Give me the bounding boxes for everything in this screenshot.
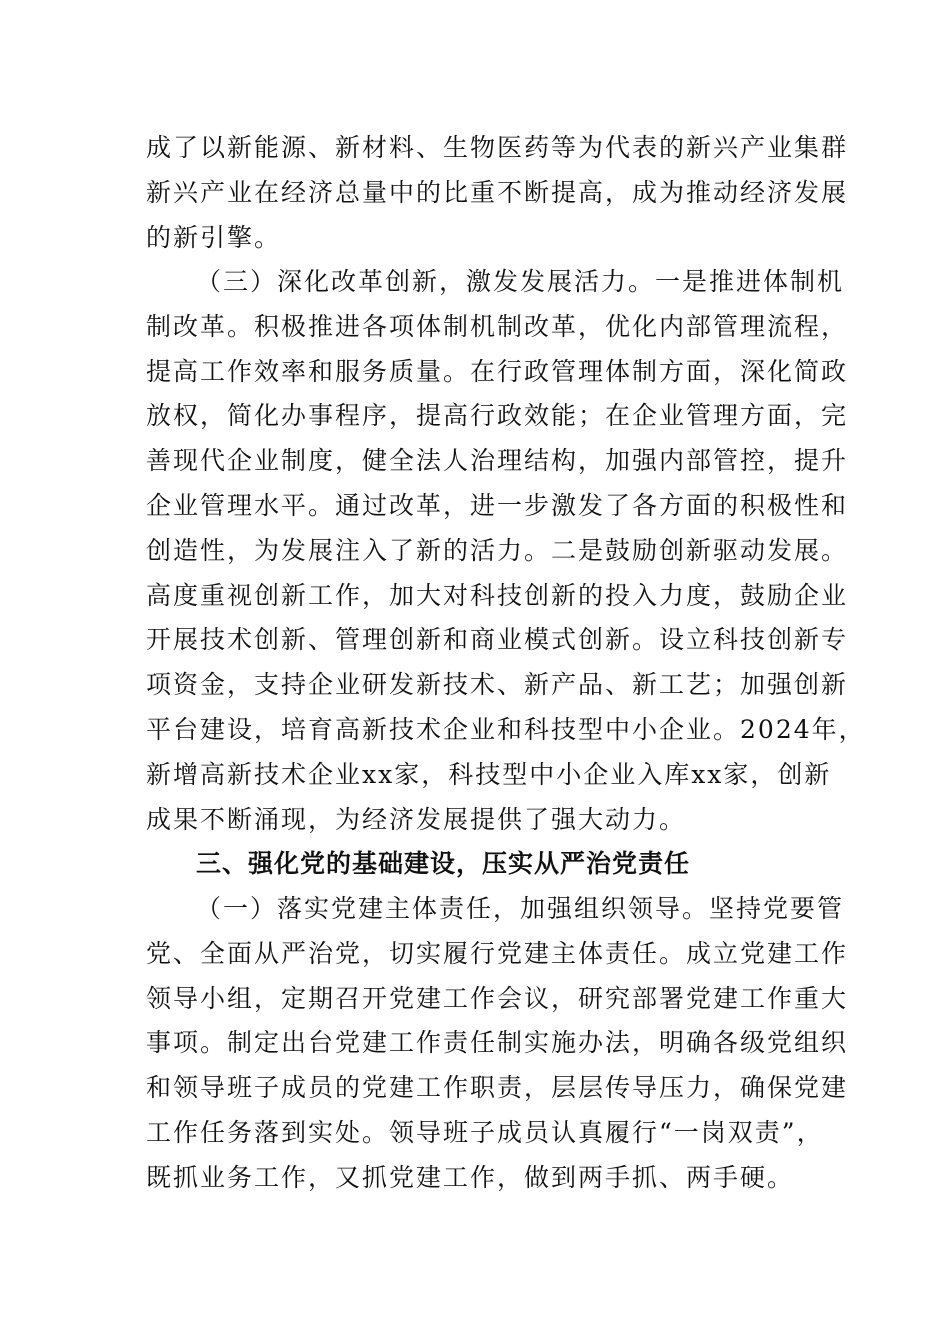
paragraph-line: 成果不断涌现，为经济发展提供了强大动力。 [146, 805, 687, 834]
paragraph-line: 创造性，为发展注入了新的活力。二是鼓励创新驱动发展。 [146, 536, 849, 565]
paragraph-line: 工作任务落到实处。领导班子成员认真履行“一岗双责”， [146, 1118, 824, 1147]
paragraph-line: 的新引擎。 [146, 223, 282, 252]
paragraph-line: （一）落实党建主体责任，加强组织领导。坚持党要管 [196, 894, 845, 923]
paragraph-line: 领导小组，定期召开党建工作会议，研究部署党建工作重大 [146, 984, 849, 1013]
paragraph-line: 既抓业务工作，又抓党建工作，做到两手抓、两手硬。 [146, 1163, 795, 1192]
paragraph-line: 善现代企业制度，健全法人治理结构，加强内部管控，提升 [146, 446, 849, 475]
paragraph-line: 成了以新能源、新材料、生物医药等为代表的新兴产业集群 [146, 133, 849, 162]
paragraph-line: 项资金，支持企业研发新技术、新产品、新工艺；加强创新 [146, 670, 849, 699]
paragraph-line: 提高工作效率和服务质量。在行政管理体制方面，深化简政 [146, 357, 849, 386]
paragraph-line: 放权，简化办事程序，提高行政效能；在企业管理方面，完 [146, 401, 849, 430]
section-heading: 三、强化党的基础建设，压实从严治党责任 [196, 849, 691, 878]
paragraph-line: 和领导班子成员的党建工作职责，层层传导压力，确保党建 [146, 1073, 849, 1102]
paragraph-line: 新兴产业在经济总量中的比重不断提高，成为推动经济发展 [146, 178, 849, 207]
paragraph-line: 开展技术创新、管理创新和商业模式创新。设立科技创新专 [146, 625, 849, 654]
paragraph-line: 高度重视创新工作，加大对科技创新的投入力度，鼓励企业 [146, 581, 849, 610]
paragraph-line: 制改革。积极推进各项体制机制改革，优化内部管理流程， [146, 312, 849, 341]
paragraph-line: 企业管理水平。通过改革，进一步激发了各方面的积极性和 [146, 491, 849, 520]
paragraph-line: 事项。制定出台党建工作责任制实施办法，明确各级党组织 [146, 1028, 849, 1057]
paragraph-line: 平台建设，培育高新技术企业和科技型中小企业。2024年， [146, 715, 866, 744]
paragraph-line: 新增高新技术企业xx家，科技型中小企业入库xx家，创新 [146, 760, 832, 789]
paragraph-line: 党、全面从严治党，切实履行党建主体责任。成立党建工作 [146, 939, 849, 968]
paragraph-line: （三）深化改革创新，激发发展活力。一是推进体制机 [196, 267, 845, 296]
